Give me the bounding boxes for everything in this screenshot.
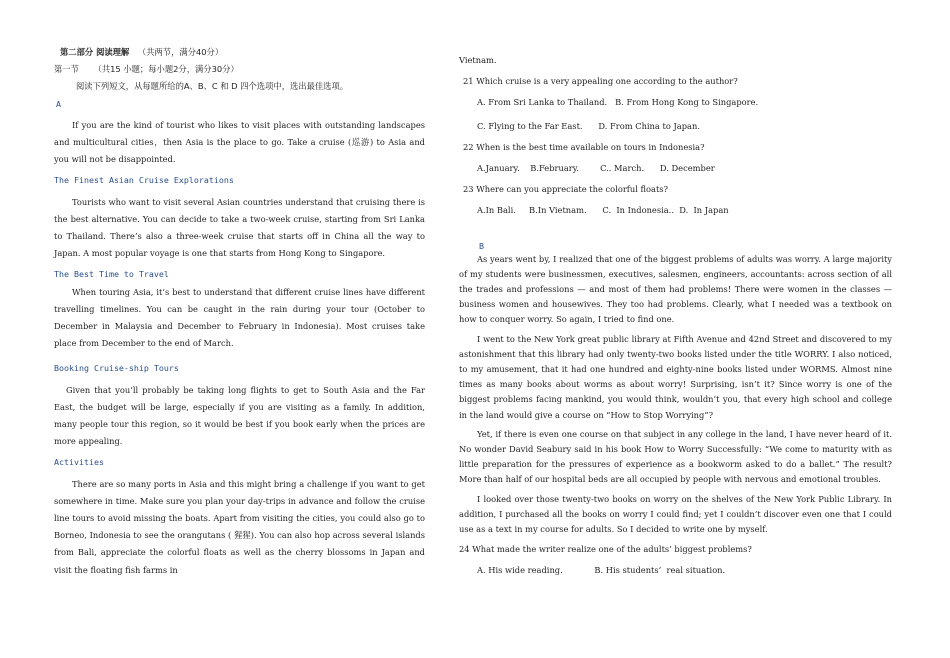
question-21: 21 Which cruise is a very appealing one according to the author? (463, 76, 738, 87)
question-22-options: A.January. B.February. C.. March. D. December (477, 163, 715, 174)
passage-b-paragraph-3: Yet, if there is even one course on that subject in any college in the land, I have never heard of it. No wonder David Seabury said in his book How to Worry Successfully: “We come to maturity with as little preparation for the pressures of experience as a bookworm asked to do a ballet.” The result? More than half of our hospital beds are all occupied by people with nervous and emotional troubles. (459, 428, 892, 485)
heading-finest-cruises: The Finest Asian Cruise Explorations (54, 175, 234, 186)
part-heading (54, 44, 425, 61)
paragraph-best-time: When touring Asia, it’s best to understand that different cruise lines have different travelling timelines. You can be caught in the rain during your tour (October to December in Malaysia and December to February in Indonesia). Most cruises take place from December to the end of March. (54, 286, 425, 349)
question-21-options-cd: C. Flying to the Far East. D. From China to Japan. (477, 120, 700, 131)
part-note: （共两节，满分40分） (137, 47, 224, 57)
section-note: （共15 小题；每小题2分，满分30分） (93, 64, 239, 75)
paragraph-finest-cruises: Tourists who want to visit several Asian countries understand that cruising there is the best alternative. You can decide to take a two-week cruise, starting from Sri Lanka to Thailand. There’s also a three-week cruise that starts off in China all the way to Japan. A most popular voyage is one that starts from Hong Kong to Singapore. (54, 196, 425, 259)
heading-activities: Activities (54, 457, 104, 468)
passage-b-label: B (479, 240, 484, 251)
passage-a-label: A (56, 98, 61, 109)
question-21-options-ab: A. From Sri Lanka to Thailand. B. From Hong Kong to Singapore. (477, 97, 759, 108)
intro-paragraph: If you are the kind of tourist who likes to visit places with outstanding landscapes and multicultural cities，then Asia is the place to go. Take a cruise (巡游) to Asia and you will not be disappointed. (54, 119, 425, 165)
question-23-options: A.In Bali. B.In Vietnam. C. In Indonesia.. D. In Japan (477, 205, 729, 216)
question-23: 23 Where can you appreciate the colorful floats? (463, 184, 669, 195)
question-22: 22 When is the best time available on tours in Indonesia? (463, 141, 705, 152)
right-column (459, 52, 892, 580)
left-column (54, 44, 425, 579)
passage-b-paragraph-1: As years went by, I realized that one of the biggest problems of adults was worry. A large majority of my students were businessmen, executives, salesmen, engineers, accountants: across section of all the trades and professions — and most of them had problems! There were women in the classes — business women and housewives. They too had problems. Clearly, what I needed was a textbook on how to conquer worry. So again, I tried to find one. (459, 253, 892, 325)
part-title: 第二部分 阅读理解 (60, 47, 130, 57)
instructions: 阅读下列短文，从每题所给的A、B、C 和 D 四个选项中，选出最佳选项。 (76, 81, 349, 92)
paragraph-booking: Given that you’ll probably be taking long flights to get to South Asia and the Far East, the budget will be large, especially if you are visiting as a family. In addition, many people tour this region, so it would be best if you book early when the prices are more appealing. (54, 384, 425, 447)
paragraph-activities: There are so many ports in Asia and this might bring a challenge if you want to get somewhere in time. Make sure you plan your day-trips in advance and follow the cruise line tours to avoid missing the boats. Apart from visiting the cities, you could also go to Borneo, Indonesia to see the orangutans ( 猩猩). You can also hop across several islands from Bali, appreciate the colorful floats as well as the cherry blossoms in Japan and visit the floating fish farms in (54, 478, 425, 575)
heading-booking: Booking Cruise-ship Tours (54, 363, 179, 374)
passage-b-paragraph-4: I looked over those twenty-two books on worry on the shelves of the New York Public Library. In addition, I purchased all the books on worry I could find; yet I couldn’t discover even one that I could use as a text in my course for adults. So I decided to write one by myself. (459, 493, 892, 535)
heading-best-time: The Best Time to Travel (54, 269, 169, 280)
passage-b-paragraph-2: I went to the New York great public library at Fifth Avenue and 42nd Street and discovered to my astonishment that this library had only twenty-two books listed under the title WORRY. I also noticed, to my amusement, that it had one hundred and eighty-nine books listed under WORMS. Almost nine times as many books about worms as about worry! Surprising, isn’t it? Since worry is one of the biggest problems facing mankind, you would think, wouldn’t you, that every high school and college in the land would give a course on “How to Stop Worrying”? (459, 333, 892, 420)
section-title: 第一节 (54, 64, 79, 75)
section-heading (54, 61, 425, 78)
question-24-options-ab: A. His wide reading. B. His students’ real situation. (477, 565, 726, 576)
question-24: 24 What made the writer realize one of the adults’ biggest problems? (459, 544, 752, 555)
passage-continuation: Vietnam. (459, 55, 497, 65)
